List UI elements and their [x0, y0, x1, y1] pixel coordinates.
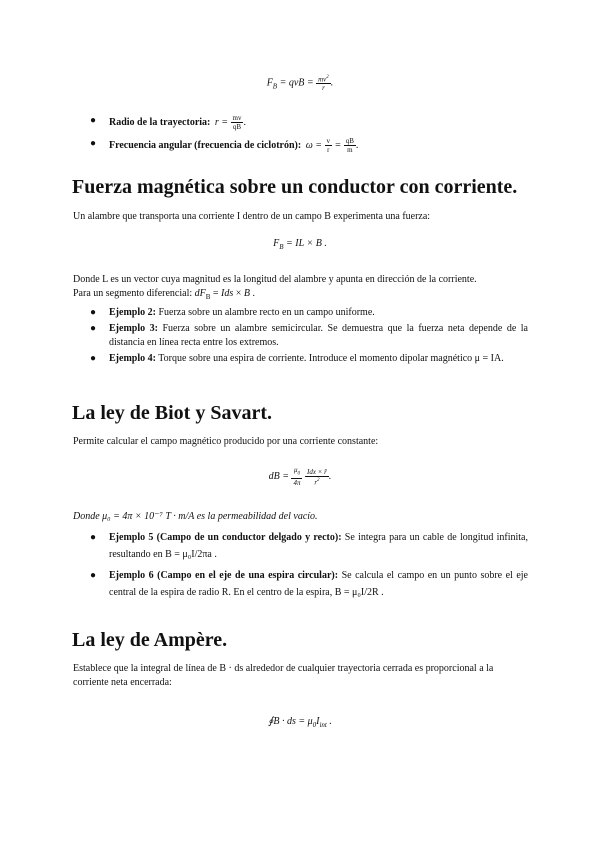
bullet-bold-label: Ejemplo 4:	[109, 353, 156, 364]
list-item: ● Ejemplo 6 (Campo en el eje de una espira circular): Se calcula el campo en un punto sobre el eje central de la espira de radio R. En el centro de la espira, B = μ₀I/2R .	[90, 570, 528, 598]
list-item: ● Ejemplo 3: Fuerza sobre un alambre semicircular. Se demuestra que la fuerza neta depende de la distancia en línea recta entre los extremos.	[90, 323, 528, 348]
bullet-bold-label: Radio de la trayectoria:	[109, 116, 211, 128]
equation-wire-force: $F_B$ = IL × B .	[273, 238, 327, 251]
bullet-bold-label: Ejemplo 6 (Campo en el eje de una espira circular):	[109, 570, 339, 581]
list-item: ● Ejemplo 4: Torque sobre una espira de corriente. Introduce el momento dipolar magnético μ = IA.	[90, 353, 504, 364]
bullet-bold-label: Ejemplo 2:	[109, 307, 156, 318]
bullet-text: Fuerza sobre un alambre recto en un campo uniforme.	[155, 307, 375, 318]
list-item: ● Frecuencia angular (frecuencia de ciclotrón): ω = $\frac{v}{r}$ = $\frac{qB}{m}$ .	[90, 137, 359, 154]
paragraph-note: Donde μ₀ = 4π × 10⁻⁷ T · m/A es la permeabilidad del vacío.	[73, 511, 318, 522]
bullet-text: Torque sobre una espira de corriente. Introduce el momento dipolar magnético μ = IA.	[155, 353, 504, 364]
bullet-list-section1	[73, 306, 528, 368]
list-item: ● Ejemplo 5 (Campo de un conductor delgado y recto): Se integra para un cable de longitud infinita, resultando en B = μ₀I/2πa .	[90, 532, 528, 560]
list-item: ● Radio de la trayectoria: r = $\frac{mv}{qB}$ .	[90, 114, 246, 131]
bullet-bold-label: Ejemplo 3:	[109, 323, 158, 334]
paragraph: Para un segmento diferencial: $dF_B$ = Ids × B .	[73, 288, 256, 301]
equation-magnetic-force: $F_B$ = qvB = $\frac{mv^2}{r}$ .	[266, 75, 334, 93]
paragraph: Donde L es un vector cuya magnitud es la longitud del alambre y apunta en dirección de la corriente.	[73, 274, 477, 285]
paragraph: Permite calcular el campo magnético producido por una corriente constante:	[73, 436, 379, 447]
list-item: ● Ejemplo 2: Fuerza sobre un alambre recto en un campo uniforme.	[90, 307, 375, 318]
bullet-bold-label: Frecuencia angular (frecuencia de ciclotrón):	[109, 139, 302, 151]
bullet-bold-label: Ejemplo 5 (Campo de un conductor delgado y recto):	[109, 532, 342, 543]
bullet-text: Se calcula el campo en un punto sobre el eje central de la espira de radio R. En el centro de la espira, B = μ₀I/2R .	[109, 570, 528, 598]
equation-biot-savart: dB = $\frac{\mu_0}{4\pi}$ $\frac{\text{Idx × r̂}}{r^2}$ .	[268, 466, 332, 488]
bullet-text: Fuerza sobre un alambre semicircular. Se demuestra que la fuerza neta depende de la distancia en línea recta entre los extremos.	[109, 323, 528, 348]
section-heading: La ley de Ampère.	[72, 629, 228, 651]
equation-ampere: ∮B · ds = $\mu_0I_{int}$ .	[268, 716, 332, 729]
bullet-list-top	[73, 114, 528, 156]
section-heading: La ley de Biot y Savart.	[72, 402, 272, 424]
bullet-list-section2	[73, 529, 528, 603]
paragraph: Establece que la integral de línea de B · ds alrededor de cualquier trayectoria cerrada es proporcional a la corriente neta encerrada:	[73, 663, 494, 688]
section-heading: Fuerza magnética sobre un conductor con corriente.	[72, 176, 518, 198]
bullet-text: Se integra para un cable de longitud infinita, resultando en B = μ₀I/2πa .	[109, 532, 528, 560]
paragraph: Un alambre que transporta una corriente I dentro de un campo B experimenta una fuerza:	[73, 211, 431, 222]
